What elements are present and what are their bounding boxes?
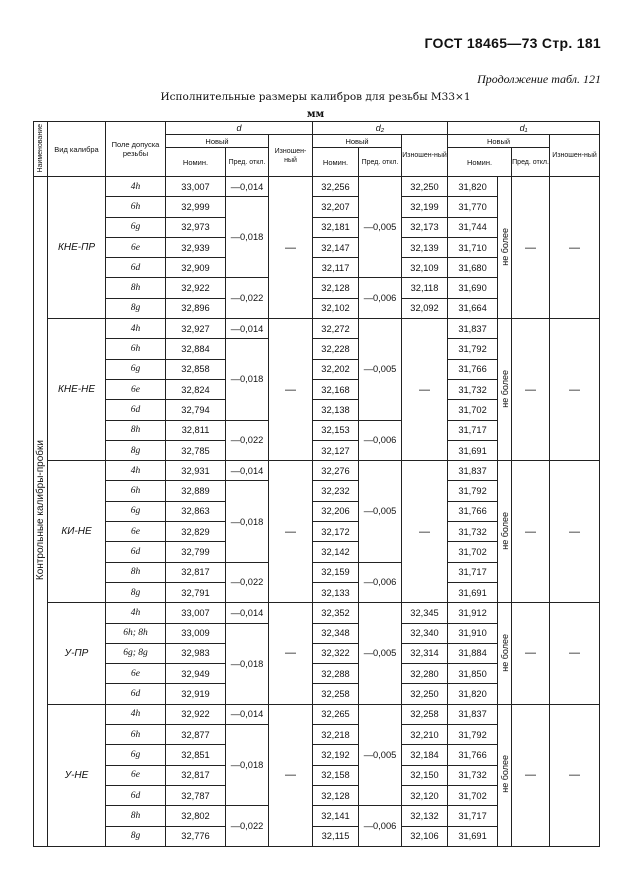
- d-nominal: 32,919: [166, 684, 226, 704]
- d1-nominal: 31,690: [448, 278, 498, 298]
- d1-note: [498, 319, 512, 461]
- d-pred-deviation: —0,018: [226, 339, 269, 420]
- d-nominal: 32,909: [166, 258, 226, 278]
- d1-worn: —: [550, 461, 600, 603]
- d2-pred-deviation: —0,005: [359, 704, 402, 805]
- d2-nominal: 32,258: [313, 684, 359, 704]
- d2-nominal: 32,272: [313, 319, 359, 339]
- tolerance-field: 6h: [106, 197, 166, 217]
- header-d2-noviy: Новый: [313, 135, 402, 148]
- header-d1-nomin: Номин.: [448, 148, 512, 177]
- tolerance-field: 6e: [106, 765, 166, 785]
- d2-worn: 32,280: [402, 664, 448, 684]
- page-header: ГОСТ 18465—73 Стр. 181: [424, 35, 601, 51]
- d1-nominal: 31,664: [448, 298, 498, 318]
- tolerance-field: 6g: [106, 501, 166, 521]
- tolerance-field: 6d: [106, 684, 166, 704]
- tolerance-field: 8g: [106, 440, 166, 460]
- d2-nominal: 32,158: [313, 765, 359, 785]
- d-nominal: 32,791: [166, 582, 226, 602]
- d1-nominal: 31,717: [448, 562, 498, 582]
- d2-pred-deviation: —0,005: [359, 177, 402, 278]
- d-nominal: 32,817: [166, 765, 226, 785]
- d-nominal: 32,922: [166, 278, 226, 298]
- d-pred-deviation: —0,018: [226, 725, 269, 806]
- d-nominal: 32,776: [166, 826, 226, 846]
- d1-nominal: 31,884: [448, 643, 498, 663]
- d-nominal: 32,896: [166, 298, 226, 318]
- d2-worn: 32,250: [402, 177, 448, 197]
- d2-nominal: 32,117: [313, 258, 359, 278]
- tolerance-field: 6e: [106, 522, 166, 542]
- d1-nominal: 31,837: [448, 319, 498, 339]
- d2-nominal: 32,207: [313, 197, 359, 217]
- d2-nominal: 32,192: [313, 745, 359, 765]
- d-pred-deviation: —0,014: [226, 704, 269, 724]
- d2-nominal: 32,288: [313, 664, 359, 684]
- d-pred-deviation: —0,022: [226, 420, 269, 461]
- tolerance-field: 6g: [106, 359, 166, 379]
- tolerance-field: 6e: [106, 379, 166, 399]
- d-nominal: 33,007: [166, 177, 226, 197]
- d-pred-deviation: —0,014: [226, 603, 269, 623]
- calibre-kind: У-ПР: [48, 603, 106, 704]
- d-nominal: 32,787: [166, 785, 226, 805]
- d2-nominal: 32,153: [313, 420, 359, 440]
- tolerance-field: 4h: [106, 704, 166, 724]
- units-label: мм: [306, 109, 325, 120]
- side-label-text: Контрольные калибры-пробки: [35, 439, 46, 580]
- d2-worn: —: [402, 461, 448, 603]
- d-pred-deviation: —0,022: [226, 806, 269, 847]
- d-pred-deviation: —0,018: [226, 623, 269, 704]
- d-pred-deviation: —0,014: [226, 461, 269, 481]
- d2-nominal: 32,265: [313, 704, 359, 724]
- header-d2-nomin: Номин.: [313, 148, 359, 177]
- tolerance-field: 4h: [106, 177, 166, 197]
- d-nominal: 32,863: [166, 501, 226, 521]
- tolerance-field: 4h: [106, 603, 166, 623]
- d-nominal: 32,794: [166, 400, 226, 420]
- d1-nominal: 31,792: [448, 481, 498, 501]
- tolerance-field: 6d: [106, 400, 166, 420]
- header-d: d: [166, 122, 313, 135]
- d2-pred-deviation: —0,005: [359, 461, 402, 562]
- d-worn: —: [269, 177, 313, 319]
- table-continuation-note: Продолжение табл. 121: [477, 72, 601, 86]
- d1-nominal: 31,717: [448, 420, 498, 440]
- d1-nominal: 31,744: [448, 217, 498, 237]
- tolerance-field: 8h: [106, 420, 166, 440]
- d-nominal: 32,983: [166, 643, 226, 663]
- d2-nominal: 32,172: [313, 522, 359, 542]
- d1-nominal: 31,820: [448, 684, 498, 704]
- d-nominal: 32,877: [166, 725, 226, 745]
- d2-nominal: 32,276: [313, 461, 359, 481]
- d-nominal: 32,811: [166, 420, 226, 440]
- d2-worn: 32,150: [402, 765, 448, 785]
- d1-nominal: 31,691: [448, 582, 498, 602]
- header-d1-noviy: Новый: [448, 135, 550, 148]
- d1-note: [498, 461, 512, 603]
- header-d-nomin: Номин.: [166, 148, 226, 177]
- d2-nominal: 32,159: [313, 562, 359, 582]
- table-row: [34, 319, 600, 339]
- d2-nominal: 32,128: [313, 278, 359, 298]
- d-nominal: 32,785: [166, 440, 226, 460]
- d1-pred-deviation: —: [512, 319, 550, 461]
- tolerance-field: 8h: [106, 806, 166, 826]
- table-row: [34, 704, 600, 724]
- d2-worn: 32,139: [402, 237, 448, 257]
- d1-note-text: не более: [499, 227, 510, 266]
- d1-nominal: 31,837: [448, 461, 498, 481]
- d1-pred-deviation: —: [512, 704, 550, 846]
- d1-pred-deviation: —: [512, 461, 550, 603]
- d-worn: —: [269, 461, 313, 603]
- d-nominal: 32,999: [166, 197, 226, 217]
- tolerance-field: 6g: [106, 745, 166, 765]
- d1-note: [498, 603, 512, 704]
- calibre-kind: КНЕ-НЕ: [48, 319, 106, 461]
- d1-worn: —: [550, 177, 600, 319]
- d2-nominal: 32,206: [313, 501, 359, 521]
- d-worn: —: [269, 603, 313, 704]
- d2-pred-deviation: —0,006: [359, 278, 402, 319]
- d-nominal: 32,858: [166, 359, 226, 379]
- d1-note: [498, 704, 512, 846]
- d-pred-deviation: —0,014: [226, 319, 269, 339]
- header-vid-kalibra: Вид калибра: [48, 122, 106, 177]
- header-d1-iznosh: Изношен-ный: [550, 135, 600, 177]
- d1-note-text: не более: [499, 511, 510, 550]
- tolerance-field: 4h: [106, 461, 166, 481]
- tolerance-field: 6d: [106, 258, 166, 278]
- tolerance-field: 8h: [106, 278, 166, 298]
- d2-nominal: 32,218: [313, 725, 359, 745]
- d1-nominal: 31,717: [448, 806, 498, 826]
- calibre-kind: КИ-НЕ: [48, 461, 106, 603]
- d1-nominal: 31,820: [448, 177, 498, 197]
- d2-worn: 32,184: [402, 745, 448, 765]
- d2-worn: 32,340: [402, 623, 448, 643]
- header-d-iznosh: Изношен-ный: [269, 135, 313, 177]
- d-nominal: 32,889: [166, 481, 226, 501]
- d2-nominal: 32,141: [313, 806, 359, 826]
- calibre-kind: КНЕ-ПР: [48, 177, 106, 319]
- d1-nominal: 31,710: [448, 237, 498, 257]
- header-d-noviy: Новый: [166, 135, 269, 148]
- d2-worn: 32,092: [402, 298, 448, 318]
- d2-nominal: 32,128: [313, 785, 359, 805]
- d-pred-deviation: —0,018: [226, 481, 269, 562]
- header-d-pred: Пред. откл.: [226, 148, 269, 177]
- header-d2: d₂: [313, 122, 448, 135]
- d1-nominal: 31,732: [448, 765, 498, 785]
- d-nominal: 32,829: [166, 522, 226, 542]
- d1-nominal: 31,792: [448, 339, 498, 359]
- d1-nominal: 31,702: [448, 785, 498, 805]
- tolerance-field: 8h: [106, 562, 166, 582]
- d-nominal: 32,922: [166, 704, 226, 724]
- d1-worn: —: [550, 704, 600, 846]
- table-title: Исполнительные размеры калибров для резьбы M33×1: [160, 91, 471, 103]
- header-d2-pred: Пред. откл.: [359, 148, 402, 177]
- tolerance-field: 6g: [106, 217, 166, 237]
- d-nominal: 32,817: [166, 562, 226, 582]
- d1-nominal: 31,910: [448, 623, 498, 643]
- d2-pred-deviation: —0,006: [359, 806, 402, 847]
- d1-nominal: 31,680: [448, 258, 498, 278]
- d-nominal: 33,007: [166, 603, 226, 623]
- d2-worn: 32,120: [402, 785, 448, 805]
- tolerance-field: 6e: [106, 664, 166, 684]
- d2-nominal: 32,232: [313, 481, 359, 501]
- d-nominal: 32,884: [166, 339, 226, 359]
- d-nominal: 32,802: [166, 806, 226, 826]
- d-nominal: 32,799: [166, 542, 226, 562]
- d2-worn: 32,314: [402, 643, 448, 663]
- header-d1: d₁: [448, 122, 600, 135]
- d1-nominal: 31,766: [448, 501, 498, 521]
- tolerance-field: 6d: [106, 542, 166, 562]
- table-row: [34, 461, 600, 481]
- d-nominal: 32,973: [166, 217, 226, 237]
- d2-nominal: 32,142: [313, 542, 359, 562]
- d2-pred-deviation: —0,006: [359, 420, 402, 461]
- d1-pred-deviation: —: [512, 177, 550, 319]
- d2-worn: 32,199: [402, 197, 448, 217]
- d-worn: —: [269, 704, 313, 846]
- table-row: [34, 177, 600, 197]
- tolerance-field: 4h: [106, 319, 166, 339]
- d1-nominal: 31,770: [448, 197, 498, 217]
- d-pred-deviation: —0,018: [226, 197, 269, 278]
- d-nominal: 32,949: [166, 664, 226, 684]
- d2-nominal: 32,115: [313, 826, 359, 846]
- d2-nominal: 32,322: [313, 643, 359, 663]
- tolerance-field: 6g; 8g: [106, 643, 166, 663]
- d-nominal: 32,927: [166, 319, 226, 339]
- d2-nominal: 32,138: [313, 400, 359, 420]
- d2-nominal: 32,228: [313, 339, 359, 359]
- d2-nominal: 32,256: [313, 177, 359, 197]
- calibre-kind: У-НЕ: [48, 704, 106, 846]
- d1-note: [498, 177, 512, 319]
- d1-pred-deviation: —: [512, 603, 550, 704]
- d1-nominal: 31,691: [448, 826, 498, 846]
- d2-worn: —: [402, 319, 448, 461]
- d2-nominal: 32,202: [313, 359, 359, 379]
- d2-nominal: 32,102: [313, 298, 359, 318]
- d1-nominal: 31,702: [448, 400, 498, 420]
- header-pole-dopuska: Поле допуска резьбы: [106, 122, 166, 177]
- header-naimenovanie: Наименование: [34, 122, 48, 177]
- d-worn: —: [269, 319, 313, 461]
- d1-nominal: 31,766: [448, 359, 498, 379]
- d2-pred-deviation: —0,006: [359, 562, 402, 603]
- d-nominal: 32,824: [166, 379, 226, 399]
- d1-nominal: 31,732: [448, 522, 498, 542]
- d-nominal: 32,939: [166, 237, 226, 257]
- d1-nominal: 31,850: [448, 664, 498, 684]
- d-nominal: 32,931: [166, 461, 226, 481]
- d1-nominal: 31,691: [448, 440, 498, 460]
- d-pred-deviation: —0,014: [226, 177, 269, 197]
- tolerance-field: 8g: [106, 826, 166, 846]
- d1-nominal: 31,837: [448, 704, 498, 724]
- tolerance-field: 8g: [106, 298, 166, 318]
- tolerance-field: 6d: [106, 785, 166, 805]
- tolerance-field: 6h: [106, 481, 166, 501]
- tolerance-field: 8g: [106, 582, 166, 602]
- header-d1-pred: Пред. откл.: [512, 148, 550, 177]
- d1-nominal: 31,792: [448, 725, 498, 745]
- d2-pred-deviation: —0,005: [359, 319, 402, 420]
- d1-nominal: 31,702: [448, 542, 498, 562]
- d2-worn: 32,132: [402, 806, 448, 826]
- d2-worn: 32,106: [402, 826, 448, 846]
- d1-note-text: не более: [499, 755, 510, 794]
- d2-worn: 32,118: [402, 278, 448, 298]
- tolerance-field: 6h: [106, 725, 166, 745]
- d-pred-deviation: —0,022: [226, 278, 269, 319]
- d2-worn: 32,210: [402, 725, 448, 745]
- d1-nominal: 31,912: [448, 603, 498, 623]
- tolerance-field: 6h: [106, 339, 166, 359]
- d2-nominal: 32,133: [313, 582, 359, 602]
- d2-worn: 32,345: [402, 603, 448, 623]
- d2-nominal: 32,147: [313, 237, 359, 257]
- d1-note-text: не более: [499, 633, 510, 672]
- side-label: [34, 177, 48, 847]
- d-nominal: 32,851: [166, 745, 226, 765]
- d2-pred-deviation: —0,005: [359, 603, 402, 704]
- d2-nominal: 32,348: [313, 623, 359, 643]
- d1-nominal: 31,766: [448, 745, 498, 765]
- d2-nominal: 32,181: [313, 217, 359, 237]
- header-d2-iznosh: Изношен-ный: [402, 135, 448, 177]
- d2-worn: 32,109: [402, 258, 448, 278]
- d1-worn: —: [550, 603, 600, 704]
- tolerance-field: 6e: [106, 237, 166, 257]
- d2-worn: 32,258: [402, 704, 448, 724]
- d2-nominal: 32,352: [313, 603, 359, 623]
- d-pred-deviation: —0,022: [226, 562, 269, 603]
- d1-nominal: 31,732: [448, 379, 498, 399]
- table-row: [34, 603, 600, 623]
- tolerance-field: 6h; 8h: [106, 623, 166, 643]
- d-nominal: 33,009: [166, 623, 226, 643]
- d1-worn: —: [550, 319, 600, 461]
- d2-nominal: 32,127: [313, 440, 359, 460]
- d2-worn: 32,173: [402, 217, 448, 237]
- d2-nominal: 32,168: [313, 379, 359, 399]
- d2-worn: 32,250: [402, 684, 448, 704]
- calibre-dimensions-table: [33, 121, 600, 847]
- d1-note-text: не более: [499, 369, 510, 408]
